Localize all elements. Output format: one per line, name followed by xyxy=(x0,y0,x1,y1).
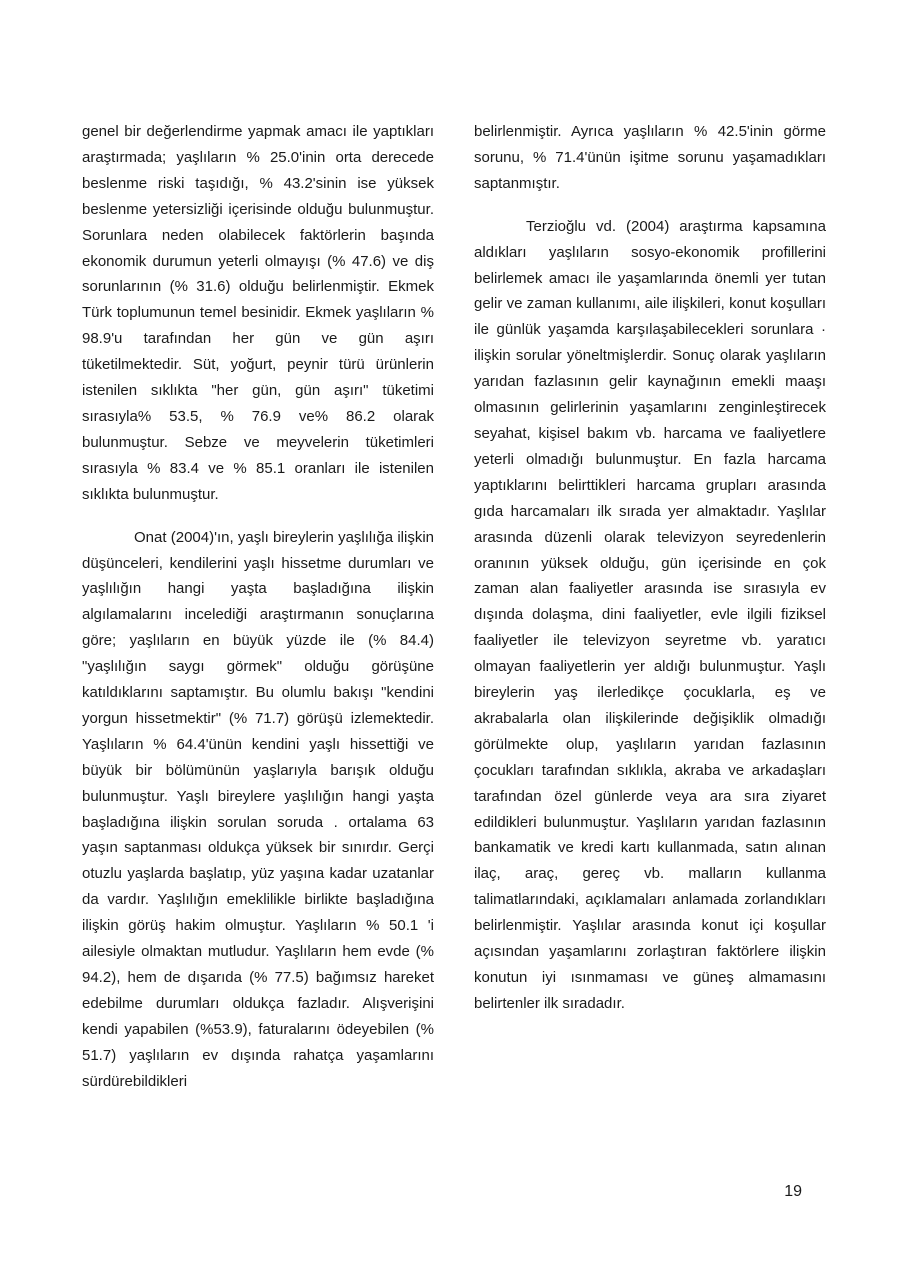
left-paragraph-1: genel bir değerlendirme yapmak amacı ile yaptıkları araştırmada; yaşlıların % 25.0'inin orta derecede beslenme riski taşıdığı, % 43.2'sinin ise yüksek beslenme yetersizliği içerisinde olduğu bulunmuştur. Sorunlara neden olabilecek faktörlerin başında ekonomik durumun yeterli olmayışı (% 47.6) ve diş sorunlarının (% 31.6) olduğu belirlenmiştir. Ekmek Türk toplumunun temel besinidir. Ekmek yaşlıların % 98.9'u tarafından her gün ve gün aşırı tüketilmektedir. Süt, yoğurt, peynir türü ürünlerin istenilen sıklıkta "her gün, gün aşırı" tüketimi sırasıyla% 53.5, % 76.9 ve% 86.2 olarak bulunmuştur. Sebze ve meyvelerin tüketimleri sırasıyla % 83.4 ve % 85.1 oranları ile istenilen sıklıkta bulunmuştur. xyxy=(82,123,434,503)
right-column xyxy=(474,119,826,1017)
right-paragraph-2: Terzioğlu vd. (2004) araştırma kapsamına aldıkları yaşlıların sosyo-ekonomik profillerini belirlemek amacı ile yaşamlarında önemli yer tutan gelir ve zaman kullanımı, aile ilişkileri, konut koşulları ile günlük yaşamda karşılaşabilecekleri sorunlara · ilişkin sorular yöneltmişlerdir. Sonuç olarak yaşlıların yarıdan fazlasının gelir kaynağının emekli maaşı olmasının gelirlerinin yaşamlarını zenginleştirecek seyahat, kişisel bakım vb. harcama ve faaliyetlere yeterli olmadığı bulunmuştur. En fazla harcama yaptıklarını belirttikleri harcama grupları arasında gıda harcamaları ilk sırada yer almaktadır. Yaşlılar arasında düzenli olarak televizyon seyredenlerin oranının yüksek olduğu, gün içerisinde en çok zaman alan faaliyetler arasında ise sırasıyla ev dışında dolaşma, dini faaliyetler, evle ilgili fiziksel faaliyetler ile televizyon seyretme vb. yaratıcı olmayan faaliyetlerin yer aldığı bulunmuştur. Yaşlı bireylerin yaş ilerledikçe çocuklarla, eş ve akrabalarla olan ilişkilerinde değişiklik olmadığı görülmekte olup, yaşlıların yarıdan fazlasının çocukları tarafından sıklıkla, akraba ve arkadaşları tarafından özel günlerde veya ara sıra ziyaret edildikleri bulunmuştur. Yaşlıların yarıdan fazlasının bankamatik ve kredi kartı kullanmada, satın alınan ilaç, araç, gereç vb. malların kullanma talimatlarındaki, açıklamaları anlamada zorlandıkları belirlenmiştir. Yaşlılar arasında konut içi koşullar açısından yaşamlarını zorlaştıran faktörlere ilişkin konutun iyi ısınmaması ve güneş almamasını belirtenler ilk sıradadır. xyxy=(474,217,826,1012)
page-number: 19 xyxy=(784,1183,802,1200)
left-column xyxy=(82,119,434,1095)
left-paragraph-2: Onat (2004)'ın, yaşlı bireylerin yaşlılığa ilişkin düşünceleri, kendilerini yaşlı hissetme durumları ve yaşlılığın hangi yaşta başladığına ilişkin algılamalarını incelediği araştırmanın sonuçlarına göre; yaşlıların en büyük yüzde ile (% 84.4) "yaşlılığın saygı görmek" olduğu görüşüne katıldıklarını saptamıştır. Bu olumlu bakışı "kendini yorgun hissetmektir" (% 71.7) görüşü izlemektedir. Yaşlıların % 64.4'ünün kendini yaşlı hissettiği ve büyük bir bölümünün yaşlarıyla barışık olduğu bulunmuştur. Yaşlı bireylere yaşlılığın hangi yaşta başladığına ilişkin sorulan soruda . ortalama 63 yaşın saptanması oldukça yüksek bir sınırdır. Gerçi otuzlu yaşlarda başlatıp, yüz yaşına kadar uzatanlar da vardır. Yaşlılığın emeklilikle birlikte başladığına ilişkin görüş hakim olmuştur. Yaşlıların % 50.1 'i ailesiyle olmaktan mutludur. Yaşlıların hem evde (% 94.2), hem de dışarıda (% 77.5) bağımsız hareket edebilme durumları oldukça fazladır. Alışverişini kendi yapabilen (%53.9), faturalarını ödeyebilen (% 51.7) yaşlıların ev dışında rahatça yaşamlarını sürdürebildikleri xyxy=(82,528,434,1090)
right-paragraph-1: belirlenmiştir. Ayrıca yaşlıların % 42.5'inin görme sorunu, % 71.4'ünün işitme sorunu yaşamadıkları saptanmıştır. xyxy=(474,123,826,192)
